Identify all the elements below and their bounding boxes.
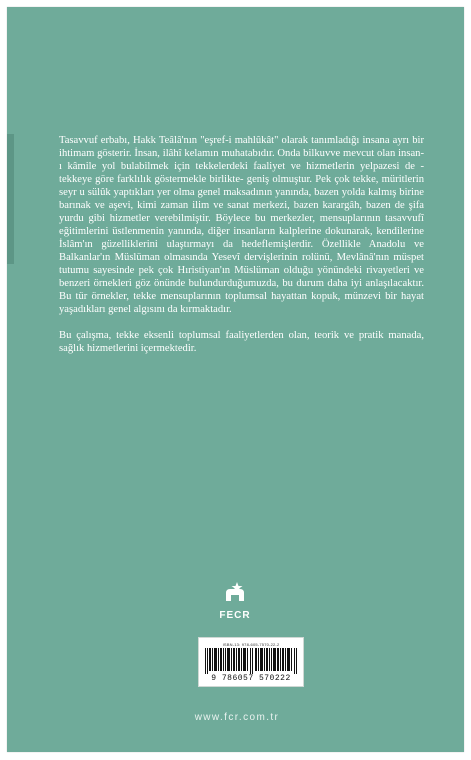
publisher-name: FECR xyxy=(219,610,251,621)
isbn-barcode xyxy=(198,637,304,687)
barcode-bars xyxy=(205,648,297,674)
isbn-label: ISBN-13: 978-605-7570-22-2 xyxy=(222,642,280,647)
back-cover xyxy=(7,7,464,752)
fecr-logo-glyph xyxy=(220,579,250,609)
isbn-number: 9 786057 570222 xyxy=(211,674,291,683)
spine-edge xyxy=(7,134,14,264)
blurb-paragraph-2: Bu çalışma, tekke eksenli toplumsal faaliyetlerden olan, teorik ve pratik manada, sağlık hizmetlerini içermektedir. xyxy=(59,330,424,354)
back-cover-blurb xyxy=(59,134,424,368)
publisher-website: www.fcr.com.tr xyxy=(194,712,280,723)
blurb-paragraph-1: Tasavvuf erbabı, Hakk Teâlâ'nın "eşref-i mahlûkât" olarak tanımladığı insana ayrı bir ihtimam gösterir. İnsan, ilâhî kelamın muhatabıdır. Onda bilkuvve mevcut olan insan-ı kâmile yol bulabilmek için tekkelerdeki faaliyet ve hizmetlerin yelpazesi de -tekkeye göre farklılık göstermekle birlikte- geniş olmuştur. Pek çok tekke, müritlerin seyr u sülûk yaptıkları yer olma genel maksadının yanında, bazen yolda kalmış birine barınak ve aşevi, kimi zaman ilim ve sanat merkezi, bazen karargâh, bazen de şifa yurdu gibi hizmetler verebilmiştir. Böylece bu merkezler, mensuplarının tasavvufî eğitimlerini üstlenmenin yanında, diğer insanların kalplerine dokunarak, kendilerine İslâm'ın güzelliklerini ulaştırmayı da hedeflemişlerdir. Özellikle Anadolu ve Balkanlar'ın Müslüman olmasında Yesevî dervişlerinin rolünü, Mevlânâ'nın müspet tutumu sayesinde pek çok Hıristiyan'ın Müslüman olduğu yönündeki rivayetleri ve benzeri örnekleri göz önünde bulundurduğumuzda, bu durum daha iyi anlaşılacaktır. Bu tür örnekler, tekke mensuplarının toplumsal hayattan kopuk, münzevi bir hayat yaşadıkları genel algısını da kırmaktadır. xyxy=(59,135,424,315)
